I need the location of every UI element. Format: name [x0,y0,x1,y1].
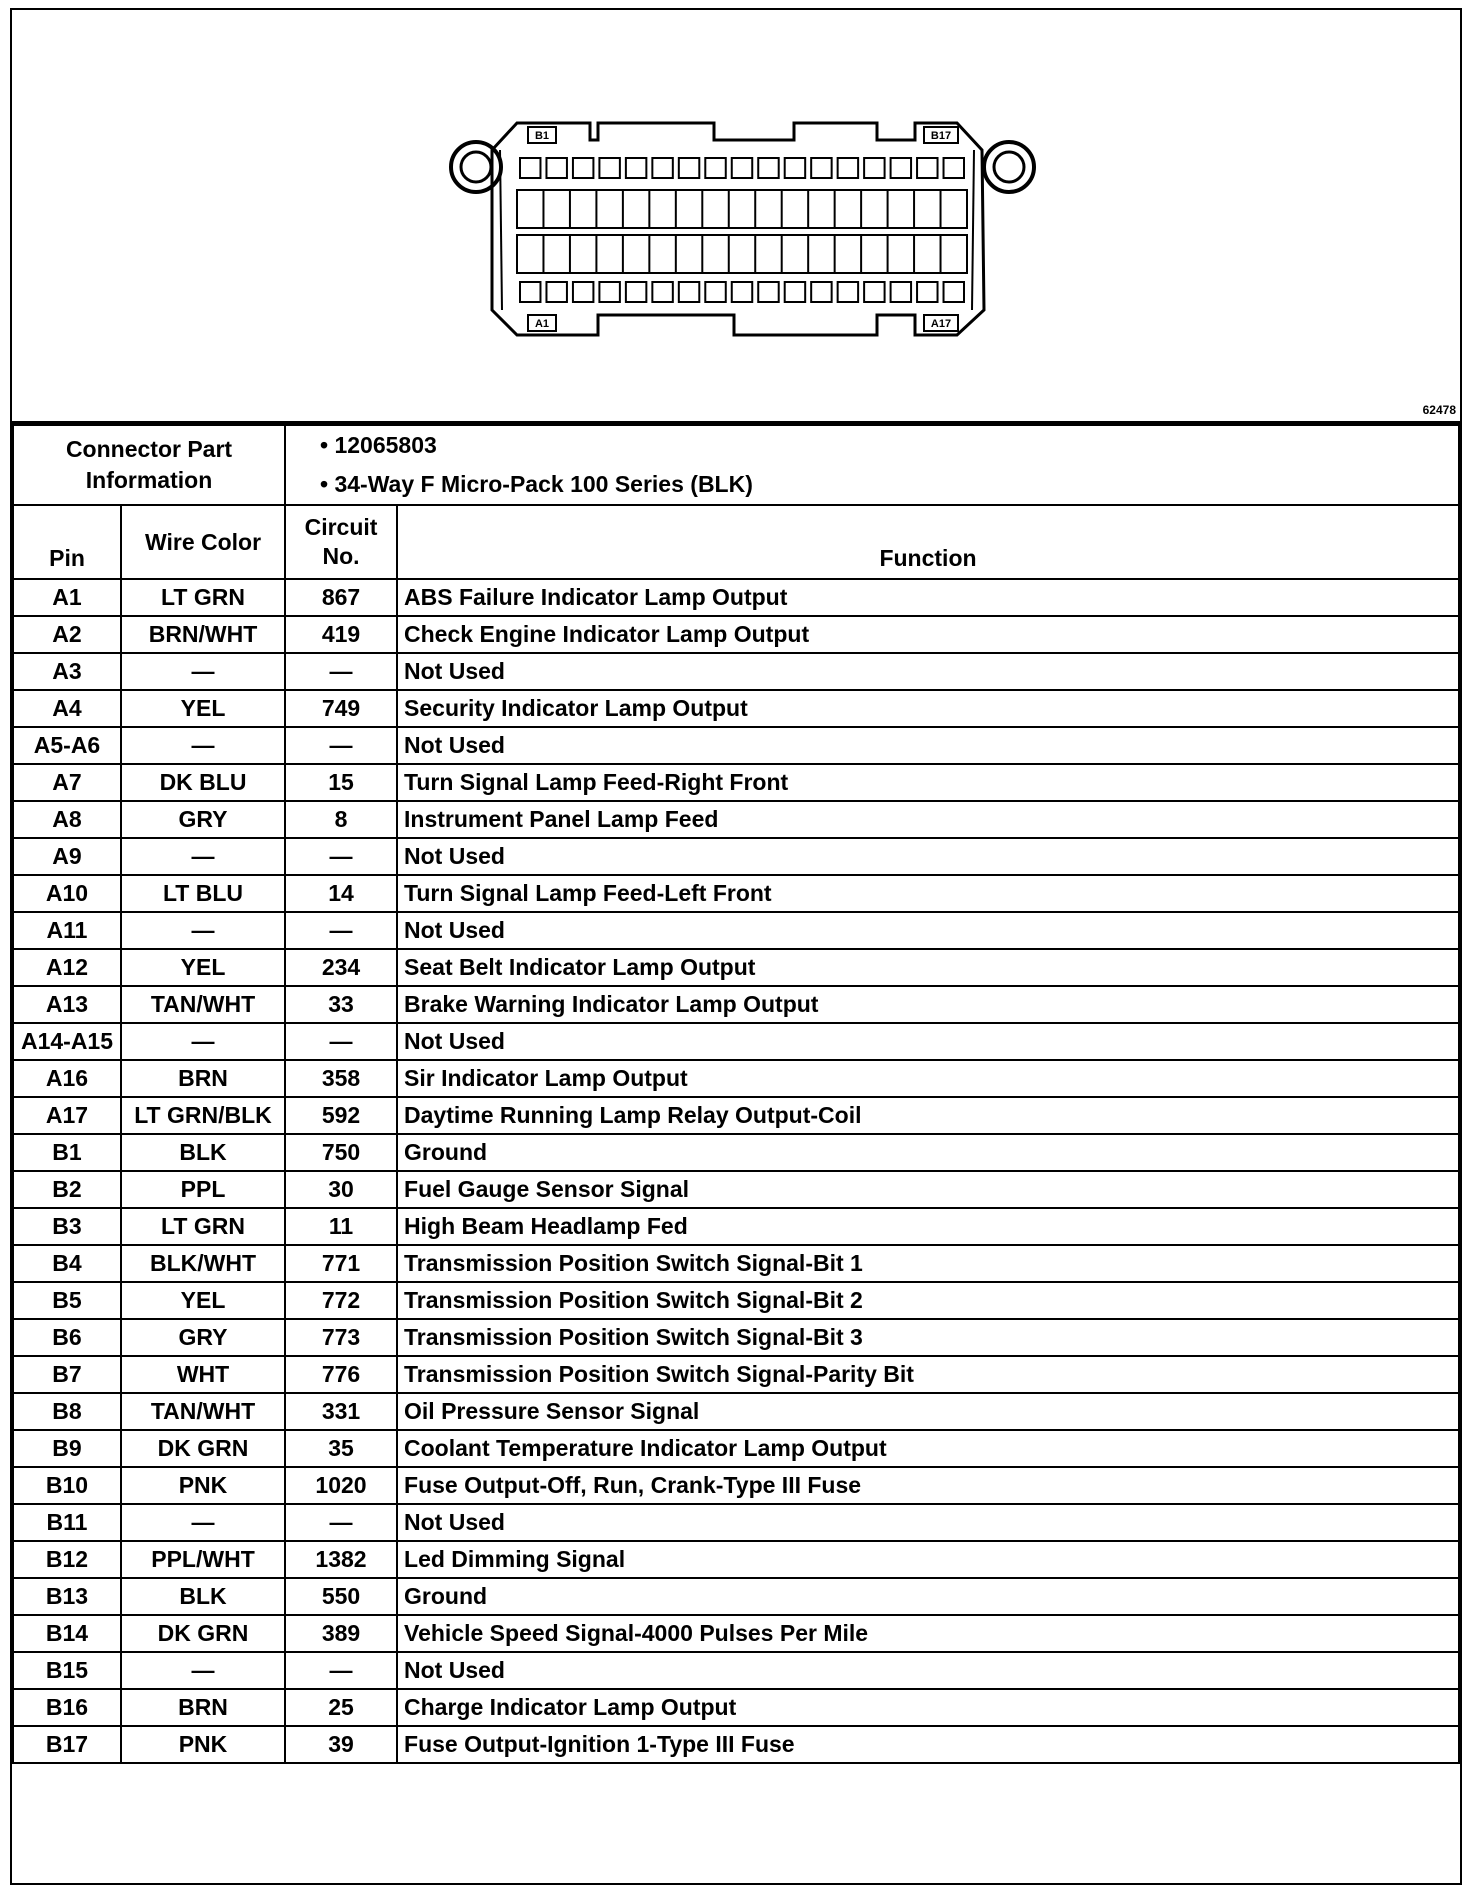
table-row [13,1208,1459,1245]
table-row [13,1541,1459,1578]
table-row [13,875,1459,912]
table-row [13,949,1459,986]
cell-circuit-no: 1382 [285,1541,397,1578]
connector-info-label-line2: Information [85,467,213,493]
cavity-grid [517,158,967,302]
header-wire-color: Wire Color [121,505,285,579]
cell-pin: A9 [13,838,121,875]
cell-pin: A4 [13,690,121,727]
table-row [13,838,1459,875]
cell-pin: B13 [13,1578,121,1615]
pinout-table [12,424,1460,1764]
table-header-row [13,505,1459,579]
cell-circuit-no: — [285,838,397,875]
cell-circuit-no: 15 [285,764,397,801]
cell-pin: B11 [13,1504,121,1541]
cavity-b [573,158,593,178]
table-row [13,1319,1459,1356]
connector-sheet [10,8,1462,1885]
cell-circuit-no: 389 [285,1615,397,1652]
cell-pin: B4 [13,1245,121,1282]
connector-description: • 34-Way F Micro-Pack 100 Series (BLK) [320,471,753,497]
cell-circuit-no: 30 [285,1171,397,1208]
cell-function: Sir Indicator Lamp Output [397,1060,1459,1097]
table-row [13,690,1459,727]
cell-pin: B9 [13,1430,121,1467]
cavity-a [891,282,911,302]
cell-function: Transmission Position Switch Signal-Parity Bit [397,1356,1459,1393]
cavity-b [546,158,566,178]
table-row [13,1430,1459,1467]
cavity-b [864,158,884,178]
cell-circuit-no: 773 [285,1319,397,1356]
cell-wire-color: DK BLU [121,764,285,801]
cell-pin: B14 [13,1615,121,1652]
cell-wire-color: — [121,653,285,690]
cavity-a [599,282,619,302]
cell-pin: B5 [13,1282,121,1319]
table-row [13,1060,1459,1097]
cell-wire-color: LT BLU [121,875,285,912]
table-row [13,1282,1459,1319]
cell-pin: A3 [13,653,121,690]
header-circuit-line1: Circuit [304,514,378,540]
cell-circuit-no: — [285,1023,397,1060]
cell-wire-color: GRY [121,801,285,838]
cell-pin: A7 [13,764,121,801]
label-b17: B17 [930,130,952,142]
connector-info-label-line1: Connector Part [65,436,233,462]
cell-function: Check Engine Indicator Lamp Output [397,616,1459,653]
cavity-a [546,282,566,302]
cell-pin: B17 [13,1726,121,1763]
cavity-a [705,282,725,302]
cell-circuit-no: 550 [285,1578,397,1615]
label-a17: A17 [930,318,952,330]
cell-wire-color: DK GRN [121,1615,285,1652]
cell-circuit-no: — [285,653,397,690]
cell-pin: A10 [13,875,121,912]
cell-circuit-no: — [285,1652,397,1689]
table-row [13,912,1459,949]
connector-diagram [12,10,1460,421]
table-row [13,1726,1459,1763]
cavity-a [864,282,884,302]
cavity-b [626,158,646,178]
cell-pin: A11 [13,912,121,949]
cell-wire-color: BRN [121,1689,285,1726]
table-row [13,1578,1459,1615]
cell-function: Not Used [397,1652,1459,1689]
cell-pin: B16 [13,1689,121,1726]
cavity-b [838,158,858,178]
cell-circuit-no: — [285,912,397,949]
cell-function: Coolant Temperature Indicator Lamp Output [397,1430,1459,1467]
cell-wire-color: BLK/WHT [121,1245,285,1282]
table-row [13,1356,1459,1393]
cavity-a [917,282,937,302]
cell-function: Not Used [397,838,1459,875]
cell-function: Turn Signal Lamp Feed-Left Front [397,875,1459,912]
cell-wire-color: DK GRN [121,1430,285,1467]
cavity-b [520,158,540,178]
table-row [13,764,1459,801]
cavity-a [626,282,646,302]
cell-function: Fuse Output-Ignition 1-Type III Fuse [397,1726,1459,1763]
cell-wire-color: TAN/WHT [121,1393,285,1430]
table-row [13,1689,1459,1726]
cell-pin: A13 [13,986,121,1023]
table-row [13,986,1459,1023]
cell-wire-color: YEL [121,1282,285,1319]
cell-function: Ground [397,1134,1459,1171]
table-row [13,1615,1459,1652]
cavity-a [838,282,858,302]
cavity-b [785,158,805,178]
cell-wire-color: — [121,912,285,949]
cell-pin: B1 [13,1134,121,1171]
cell-wire-color: BRN [121,1060,285,1097]
cell-circuit-no: 358 [285,1060,397,1097]
cell-function: Seat Belt Indicator Lamp Output [397,949,1459,986]
connector-info-values [285,425,1459,505]
cell-pin: B3 [13,1208,121,1245]
cell-circuit-no: 33 [285,986,397,1023]
cell-function: Not Used [397,1504,1459,1541]
cell-wire-color: — [121,838,285,875]
cavity-b [679,158,699,178]
cell-function: Transmission Position Switch Signal-Bit 3 [397,1319,1459,1356]
cavity-a [679,282,699,302]
cell-function: Daytime Running Lamp Relay Output-Coil [397,1097,1459,1134]
cell-pin: B6 [13,1319,121,1356]
cell-function: Security Indicator Lamp Output [397,690,1459,727]
cell-function: Fuse Output-Off, Run, Crank-Type III Fuse [397,1467,1459,1504]
cell-pin: B7 [13,1356,121,1393]
cell-circuit-no: 8 [285,801,397,838]
cell-function: High Beam Headlamp Fed [397,1208,1459,1245]
cell-pin: B8 [13,1393,121,1430]
cell-wire-color: PNK [121,1467,285,1504]
cell-wire-color: PNK [121,1726,285,1763]
cell-wire-color: — [121,1023,285,1060]
cell-circuit-no: 25 [285,1689,397,1726]
header-function: Function [397,505,1459,579]
cell-circuit-no: 772 [285,1282,397,1319]
cell-wire-color: YEL [121,949,285,986]
cavity-a [652,282,672,302]
cavity-b [944,158,964,178]
table-row [13,1023,1459,1060]
header-pin: Pin [13,505,121,579]
table-row [13,1393,1459,1430]
cell-wire-color: BLK [121,1134,285,1171]
table-row [13,1097,1459,1134]
cell-circuit-no: — [285,727,397,764]
label-a1: A1 [534,318,550,330]
table-row [13,579,1459,616]
table-row [13,1245,1459,1282]
cavity-a [785,282,805,302]
cavity-b [891,158,911,178]
cell-pin: A5-A6 [13,727,121,764]
cavity-a [944,282,964,302]
cell-circuit-no: 14 [285,875,397,912]
cell-function: ABS Failure Indicator Lamp Output [397,579,1459,616]
cell-wire-color: LT GRN [121,1208,285,1245]
cell-circuit-no: 35 [285,1430,397,1467]
terminal-row [517,235,967,273]
cavity-b [599,158,619,178]
cell-circuit-no: 592 [285,1097,397,1134]
cell-function: Ground [397,1578,1459,1615]
cell-wire-color: — [121,1504,285,1541]
table-row [13,727,1459,764]
label-b1: B1 [534,130,550,142]
cell-circuit-no: 867 [285,579,397,616]
table-row [13,1467,1459,1504]
cell-pin: A12 [13,949,121,986]
table-row [13,1171,1459,1208]
table-row [13,801,1459,838]
cell-circuit-no: 11 [285,1208,397,1245]
cavity-a [520,282,540,302]
cavity-b [732,158,752,178]
cell-function: Instrument Panel Lamp Feed [397,801,1459,838]
cell-pin: A17 [13,1097,121,1134]
connector-figure [12,10,1460,424]
cell-circuit-no: 419 [285,616,397,653]
cell-wire-color: BLK [121,1578,285,1615]
cell-pin: A2 [13,616,121,653]
header-circuit-line2: No. [322,543,360,569]
cell-wire-color: LT GRN [121,579,285,616]
table-row [13,1504,1459,1541]
cell-pin: B2 [13,1171,121,1208]
cell-wire-color: — [121,1652,285,1689]
cell-circuit-no: — [285,1504,397,1541]
table-row [13,653,1459,690]
table-row [13,1134,1459,1171]
mounting-ear-right [984,142,1034,192]
terminal-row [517,190,967,228]
cell-wire-color: LT GRN/BLK [121,1097,285,1134]
table-row [13,616,1459,653]
cell-circuit-no: 331 [285,1393,397,1430]
cavity-b [705,158,725,178]
cell-circuit-no: 776 [285,1356,397,1393]
cell-pin: B12 [13,1541,121,1578]
cavity-a [732,282,752,302]
cell-pin: A16 [13,1060,121,1097]
header-circuit-no [285,505,397,579]
cavity-b [758,158,778,178]
cell-circuit-no: 39 [285,1726,397,1763]
cell-wire-color: PPL [121,1171,285,1208]
cavity-a [758,282,778,302]
cell-function: Not Used [397,727,1459,764]
cell-circuit-no: 1020 [285,1467,397,1504]
cell-pin: B15 [13,1652,121,1689]
cell-wire-color: GRY [121,1319,285,1356]
cell-function: Vehicle Speed Signal-4000 Pulses Per Mile [397,1615,1459,1652]
cavity-b [917,158,937,178]
connector-part-number: • 12065803 [320,432,437,458]
cell-function: Led Dimming Signal [397,1541,1459,1578]
connector-info-label [13,425,285,505]
cell-wire-color: YEL [121,690,285,727]
cell-wire-color: TAN/WHT [121,986,285,1023]
cell-function: Transmission Position Switch Signal-Bit 2 [397,1282,1459,1319]
cell-pin: A1 [13,579,121,616]
table-row [13,1652,1459,1689]
cell-function: Turn Signal Lamp Feed-Right Front [397,764,1459,801]
cell-wire-color: PPL/WHT [121,1541,285,1578]
cell-pin: B10 [13,1467,121,1504]
cell-wire-color: BRN/WHT [121,616,285,653]
cavity-a [811,282,831,302]
cell-function: Not Used [397,1023,1459,1060]
cell-pin: A14-A15 [13,1023,121,1060]
cell-function: Not Used [397,653,1459,690]
cell-function: Fuel Gauge Sensor Signal [397,1171,1459,1208]
cavity-a [573,282,593,302]
cell-circuit-no: 771 [285,1245,397,1282]
cavity-b [811,158,831,178]
cell-wire-color: — [121,727,285,764]
cell-circuit-no: 750 [285,1134,397,1171]
cell-pin: A8 [13,801,121,838]
cell-function: Brake Warning Indicator Lamp Output [397,986,1459,1023]
connector-info-row [13,425,1459,505]
cell-circuit-no: 234 [285,949,397,986]
cell-function: Transmission Position Switch Signal-Bit 1 [397,1245,1459,1282]
cell-wire-color: WHT [121,1356,285,1393]
cell-function: Charge Indicator Lamp Output [397,1689,1459,1726]
cell-circuit-no: 749 [285,690,397,727]
cell-function: Oil Pressure Sensor Signal [397,1393,1459,1430]
cavity-b [652,158,672,178]
figure-number: 62478 [1422,403,1456,417]
cell-function: Not Used [397,912,1459,949]
